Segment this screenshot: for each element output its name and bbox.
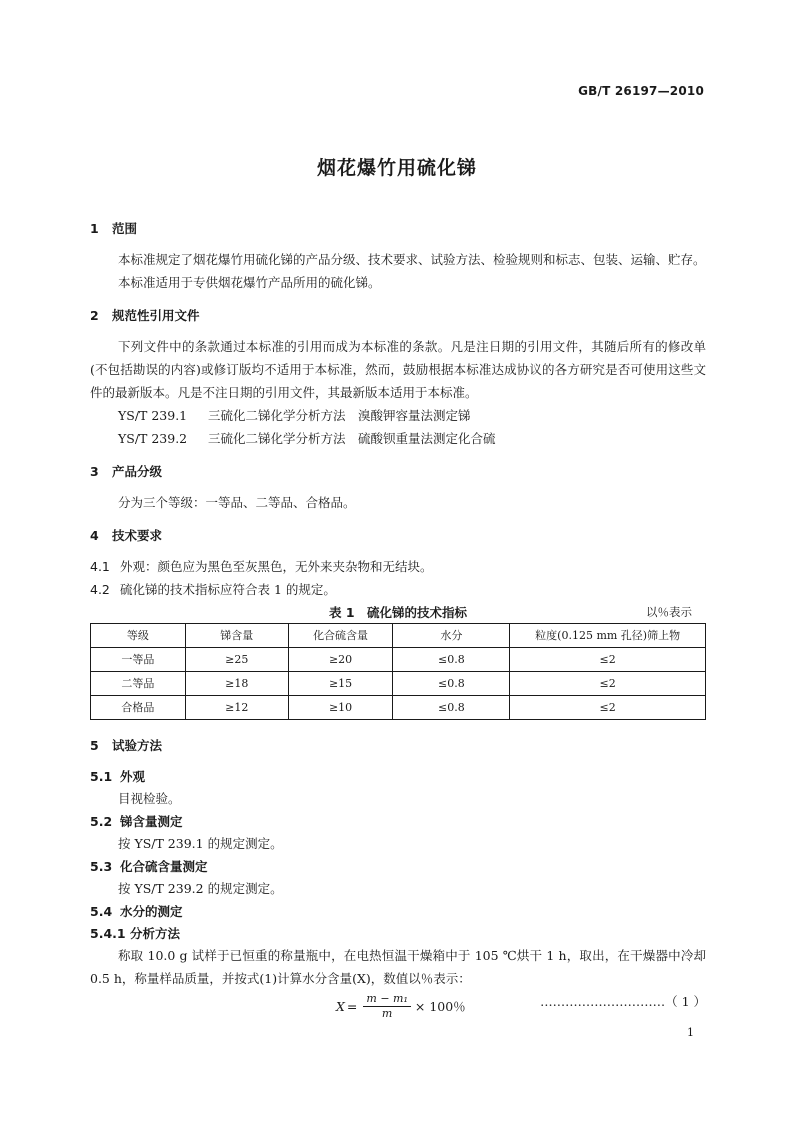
section-1-paragraph-1: 本标准规定了烟花爆竹用硫化锑的产品分级、技术要求、试验方法、检验规则和标志、包装、运输、贮存。 [118,252,706,267]
table-caption: 表 1 硫化锑的技术指标 [328,605,468,620]
reference-code: YS/T 239.1 [118,408,188,423]
table-header-cell: 粒度(0.125 mm 孔径)筛上物 [510,624,706,648]
table-cell: ≥25 [185,648,288,672]
table-unit: 以％表示 [646,605,692,619]
clause-title: 分析方法 [130,926,181,941]
table-cell: ≤2 [510,648,706,672]
formula-lhs: X [336,999,345,1014]
table-header-row [91,624,706,648]
table-header-cell: 锑含量 [185,624,288,648]
section-number: 2 [90,308,99,323]
section-title: 试验方法 [112,738,163,753]
clause-4-2 [90,578,706,601]
section-number: 5 [90,738,99,753]
clause-5-4-1-paragraph: 称取 10.0 g 试样于已恒重的称量瓶中，在电热恒温干燥箱中于 105 ℃烘干 1 h，取出，在干燥器中冷却 0.5 h，称量样品质量，并按式(1)计算水分含量(X)，数值以％表示： [90,948,706,986]
formula-equals: = [346,999,358,1014]
clause-text: 外观：颜色应为黑色至灰黑色，无外来夹杂物和无结块。 [120,559,433,574]
section-number: 3 [90,464,99,479]
table-header-cell: 化合硫含量 [288,624,393,648]
section-title: 技术要求 [112,528,163,543]
reference-item [90,404,706,427]
section-5-heading [90,734,706,757]
clause-5-3-text: 按 YS/T 239.2 的规定测定。 [118,881,283,896]
formula-numerator: m − m₁ [363,992,410,1007]
clause-number: 4.1 [90,559,110,574]
clause-5-4-heading [90,900,706,922]
reference-title: 三硫化二锑化学分析方法 溴酸钾容量法测定锑 [208,408,471,423]
clause-number: 4.2 [90,582,110,597]
table-caption-row [90,601,706,623]
table-cell: ≥20 [288,648,393,672]
standard-number: GB/T 26197—2010 [578,84,704,98]
formula-denominator: m [381,1007,393,1020]
spec-table [90,623,706,720]
table-cell: 合格品 [91,696,186,720]
page-number: 1 [687,1026,694,1039]
clause-5-2-heading [90,810,706,832]
clause-number: 5.4.1 [90,926,126,941]
clause-5-1-heading [90,765,706,787]
clause-text: 硫化锑的技术指标应符合表 1 的规定。 [120,582,336,597]
clause-number: 5.4 [90,904,113,919]
section-4-heading [90,524,706,547]
clause-number: 5.2 [90,814,113,829]
table-cell: ≤0.8 [393,672,510,696]
section-title: 产品分级 [112,464,163,479]
section-number: 1 [90,221,99,236]
clause-title: 水分的测定 [120,904,183,919]
formula-fraction [363,992,410,1021]
section-2-paragraph: 下列文件中的条款通过本标准的引用而成为本标准的条款。凡是注日期的引用文件，其随后所有的修改单(不包括勘误的内容)或修订版均不适用于本标准，然而，鼓励根据本标准达成协议的各方研究是否可使用这些文件的最新版本。凡是不注日期的引用文件，其最新版本适用于本标准。 [90,339,706,400]
table-row [91,672,706,696]
clause-5-2-text: 按 YS/T 239.1 的规定测定。 [118,836,283,851]
clause-title: 锑含量测定 [120,814,183,829]
clause-number: 5.1 [90,769,113,784]
reference-item [90,427,706,450]
document-title: 烟花爆竹用硫化锑 [316,157,477,179]
section-number: 4 [90,528,99,543]
clause-5-1-text: 目视检验。 [118,791,181,806]
table-cell: ≤0.8 [393,696,510,720]
clause-4-1 [90,555,706,578]
section-1-paragraph-2: 本标准适用于专供烟花爆竹产品所用的硫化锑。 [118,275,381,290]
table-cell: 二等品 [91,672,186,696]
document-body [90,217,706,1026]
section-3-heading [90,460,706,483]
table-row [91,648,706,672]
table-cell: ≥10 [288,696,393,720]
section-1-heading [90,217,706,240]
section-title: 范围 [112,221,138,236]
formula-times: × 100％ [414,999,466,1014]
formula-expression [336,992,466,1021]
table-cell: 一等品 [91,648,186,672]
table-row [91,696,706,720]
section-3-paragraph: 分为三个等级：一等品、二等品、合格品。 [118,495,356,510]
reference-title: 三硫化二锑化学分析方法 硫酸钡重量法测定化合硫 [208,431,496,446]
formula-1 [90,990,706,1026]
table-header-cell: 水分 [393,624,510,648]
table-cell: ≥15 [288,672,393,696]
table-cell: ≤2 [510,696,706,720]
section-2-heading [90,304,706,327]
clause-5-3-heading [90,855,706,877]
reference-code: YS/T 239.2 [118,431,188,446]
clause-title: 化合硫含量测定 [120,859,208,874]
equation-label: …………………………（ 1 ） [540,994,706,1009]
section-title: 规范性引用文件 [112,308,200,323]
clause-number: 5.3 [90,859,113,874]
clause-5-4-1-heading [90,922,706,944]
table-header-cell: 等级 [91,624,186,648]
table-cell: ≤0.8 [393,648,510,672]
table-cell: ≥18 [185,672,288,696]
table-cell: ≤2 [510,672,706,696]
clause-title: 外观 [120,769,146,784]
table-cell: ≥12 [185,696,288,720]
